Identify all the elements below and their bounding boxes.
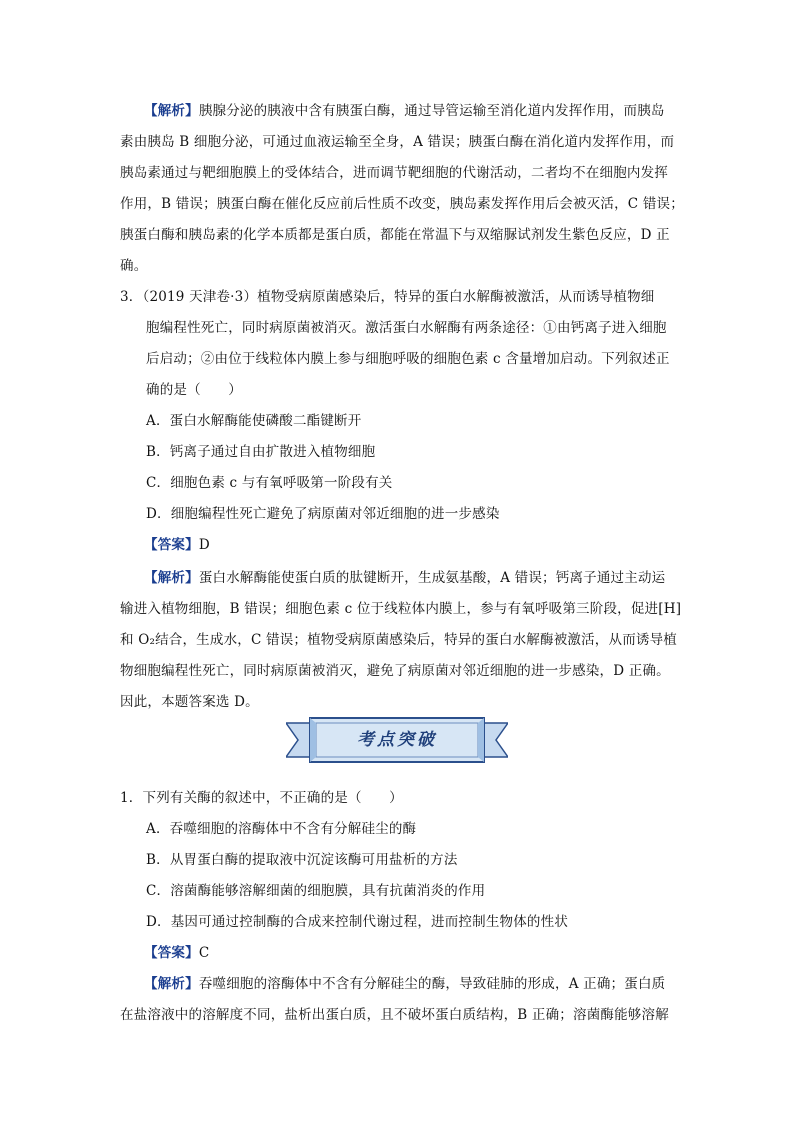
option-a: A．蛋白水解酶能使磷酸二酯键断开 xyxy=(146,413,362,429)
analysis-line-3-2: 和 O₂结合，生成水，C 错误；植物受病原菌感染后，特异的蛋白水解酶被激活，从而诱导植 xyxy=(120,632,677,648)
analysis-block-3 xyxy=(120,563,680,718)
analysis-tag: 【 解析 】 xyxy=(144,570,199,586)
analysis-line-1-1: 素由胰岛 B 细胞分泌，可通过血液运输至全身，A 错误；胰蛋白酶在消化道内发挥作用，而 xyxy=(120,134,675,150)
analysis-line-1-5: 确。 xyxy=(120,258,148,274)
question-3-stem-3: 确的是（ ） xyxy=(146,382,242,398)
q1-analysis-line-1: 在盐溶液中的溶解度不同，盐析出蛋白质，且不破坏蛋白质结构，B 正确；溶菌酶能够溶解 xyxy=(120,1007,669,1023)
q1-option-a: A．吞噬细胞的溶酶体中不含有分解硅尘的酶 xyxy=(146,821,417,837)
option-d: D．细胞编程性死亡避免了病原菌对邻近细胞的进一步感染 xyxy=(146,506,500,522)
answer-value: D xyxy=(198,537,210,553)
answer-line xyxy=(120,530,680,561)
q1-option-c: C．溶菌酶能够溶解细菌的细胞膜，具有抗菌消炎的作用 xyxy=(146,883,486,899)
analysis-line-3-0 xyxy=(120,563,680,594)
analysis-line-1-3: 作用，B 错误；胰蛋白酶在催化反应前后性质不改变，胰岛素发挥作用后会被灭活，C 错误； xyxy=(120,196,684,212)
answer-tag: 【 答案 】 xyxy=(144,537,199,553)
option-c: C．细胞色素 c 与有氧呼吸第一阶段有关 xyxy=(146,475,393,491)
question-1 xyxy=(120,783,680,1031)
analysis-line-3-1: 输进入植物细胞，B 错误；细胞色素 c 位于线粒体内膜上，参与有氧呼吸第三阶段，促进[H] xyxy=(120,601,682,617)
answer-tag: 【 答案 】 xyxy=(144,945,199,961)
analysis-line-1-2: 胰岛素通过与靶细胞膜上的受体结合，进而调节靶细胞的代谢活动，二者均不在细胞内发挥 xyxy=(120,165,668,181)
q1-analysis-line-0 xyxy=(120,969,680,1000)
question-3-stem-1: 胞编程性死亡，同时病原菌被消灭。激活蛋白水解酶有两条途径：①由钙离子进入细胞 xyxy=(146,320,667,336)
q1-option-d: D．基因可通过控制酶的合成来控制代谢过程，进而控制生物体的性状 xyxy=(146,914,569,930)
banner-title: 考点突破 xyxy=(357,730,437,750)
analysis-tag: 【 解析 】 xyxy=(144,976,199,992)
analysis-line-1-4: 胰蛋白酶和胰岛素的化学本质都是蛋白质，都能在常温下与双缩脲试剂发生紫色反应，D 正 xyxy=(120,227,670,243)
question-1-stem: 1．下列有关酶的叙述中，不正确的是（ ） xyxy=(120,790,403,806)
question-3 xyxy=(120,282,680,561)
q1-answer-line xyxy=(120,938,680,969)
answer-value: C xyxy=(198,945,210,961)
analysis-block-1 xyxy=(120,96,684,282)
analysis-text: 胰腺分泌的胰液中含有胰蛋白酶，通过导管运输至消化道内发挥作用，而胰岛 xyxy=(198,103,665,119)
analysis-text: 蛋白水解酶能使蛋白质的肽键断开，生成氨基酸，A 错误；钙离子通过主动运 xyxy=(198,570,666,586)
analysis-tag: 【 解析 】 xyxy=(144,103,199,119)
q1-option-b: B．从胃蛋白酶的提取液中沉淀该酶可用盐析的方法 xyxy=(146,852,458,868)
question-3-stem-0: 3．（2019 天津卷·3）植物受病原菌感染后，特异的蛋白水解酶被激活，从而诱导植物细 xyxy=(120,289,655,305)
question-3-stem-2: 后启动；②由位于线粒体内膜上参与细胞呼吸的细胞色素 c 含量增加启动。下列叙述正 xyxy=(146,351,670,367)
analysis-line-3-3: 物细胞编程性死亡，同时病原菌被消灭，避免了病原菌对邻近细胞的进一步感染，D 正确。 xyxy=(120,663,670,679)
analysis-text: 吞噬细胞的溶酶体中不含有分解硅尘的酶，导致硅肺的形成，A 正确；蛋白质 xyxy=(198,976,666,992)
analysis-line-3-4: 因此，本题答案选 D。 xyxy=(120,694,259,710)
section-banner xyxy=(286,715,508,765)
option-b: B．钙离子通过自由扩散进入植物细胞 xyxy=(146,444,376,460)
analysis-line-1-0 xyxy=(120,96,680,127)
